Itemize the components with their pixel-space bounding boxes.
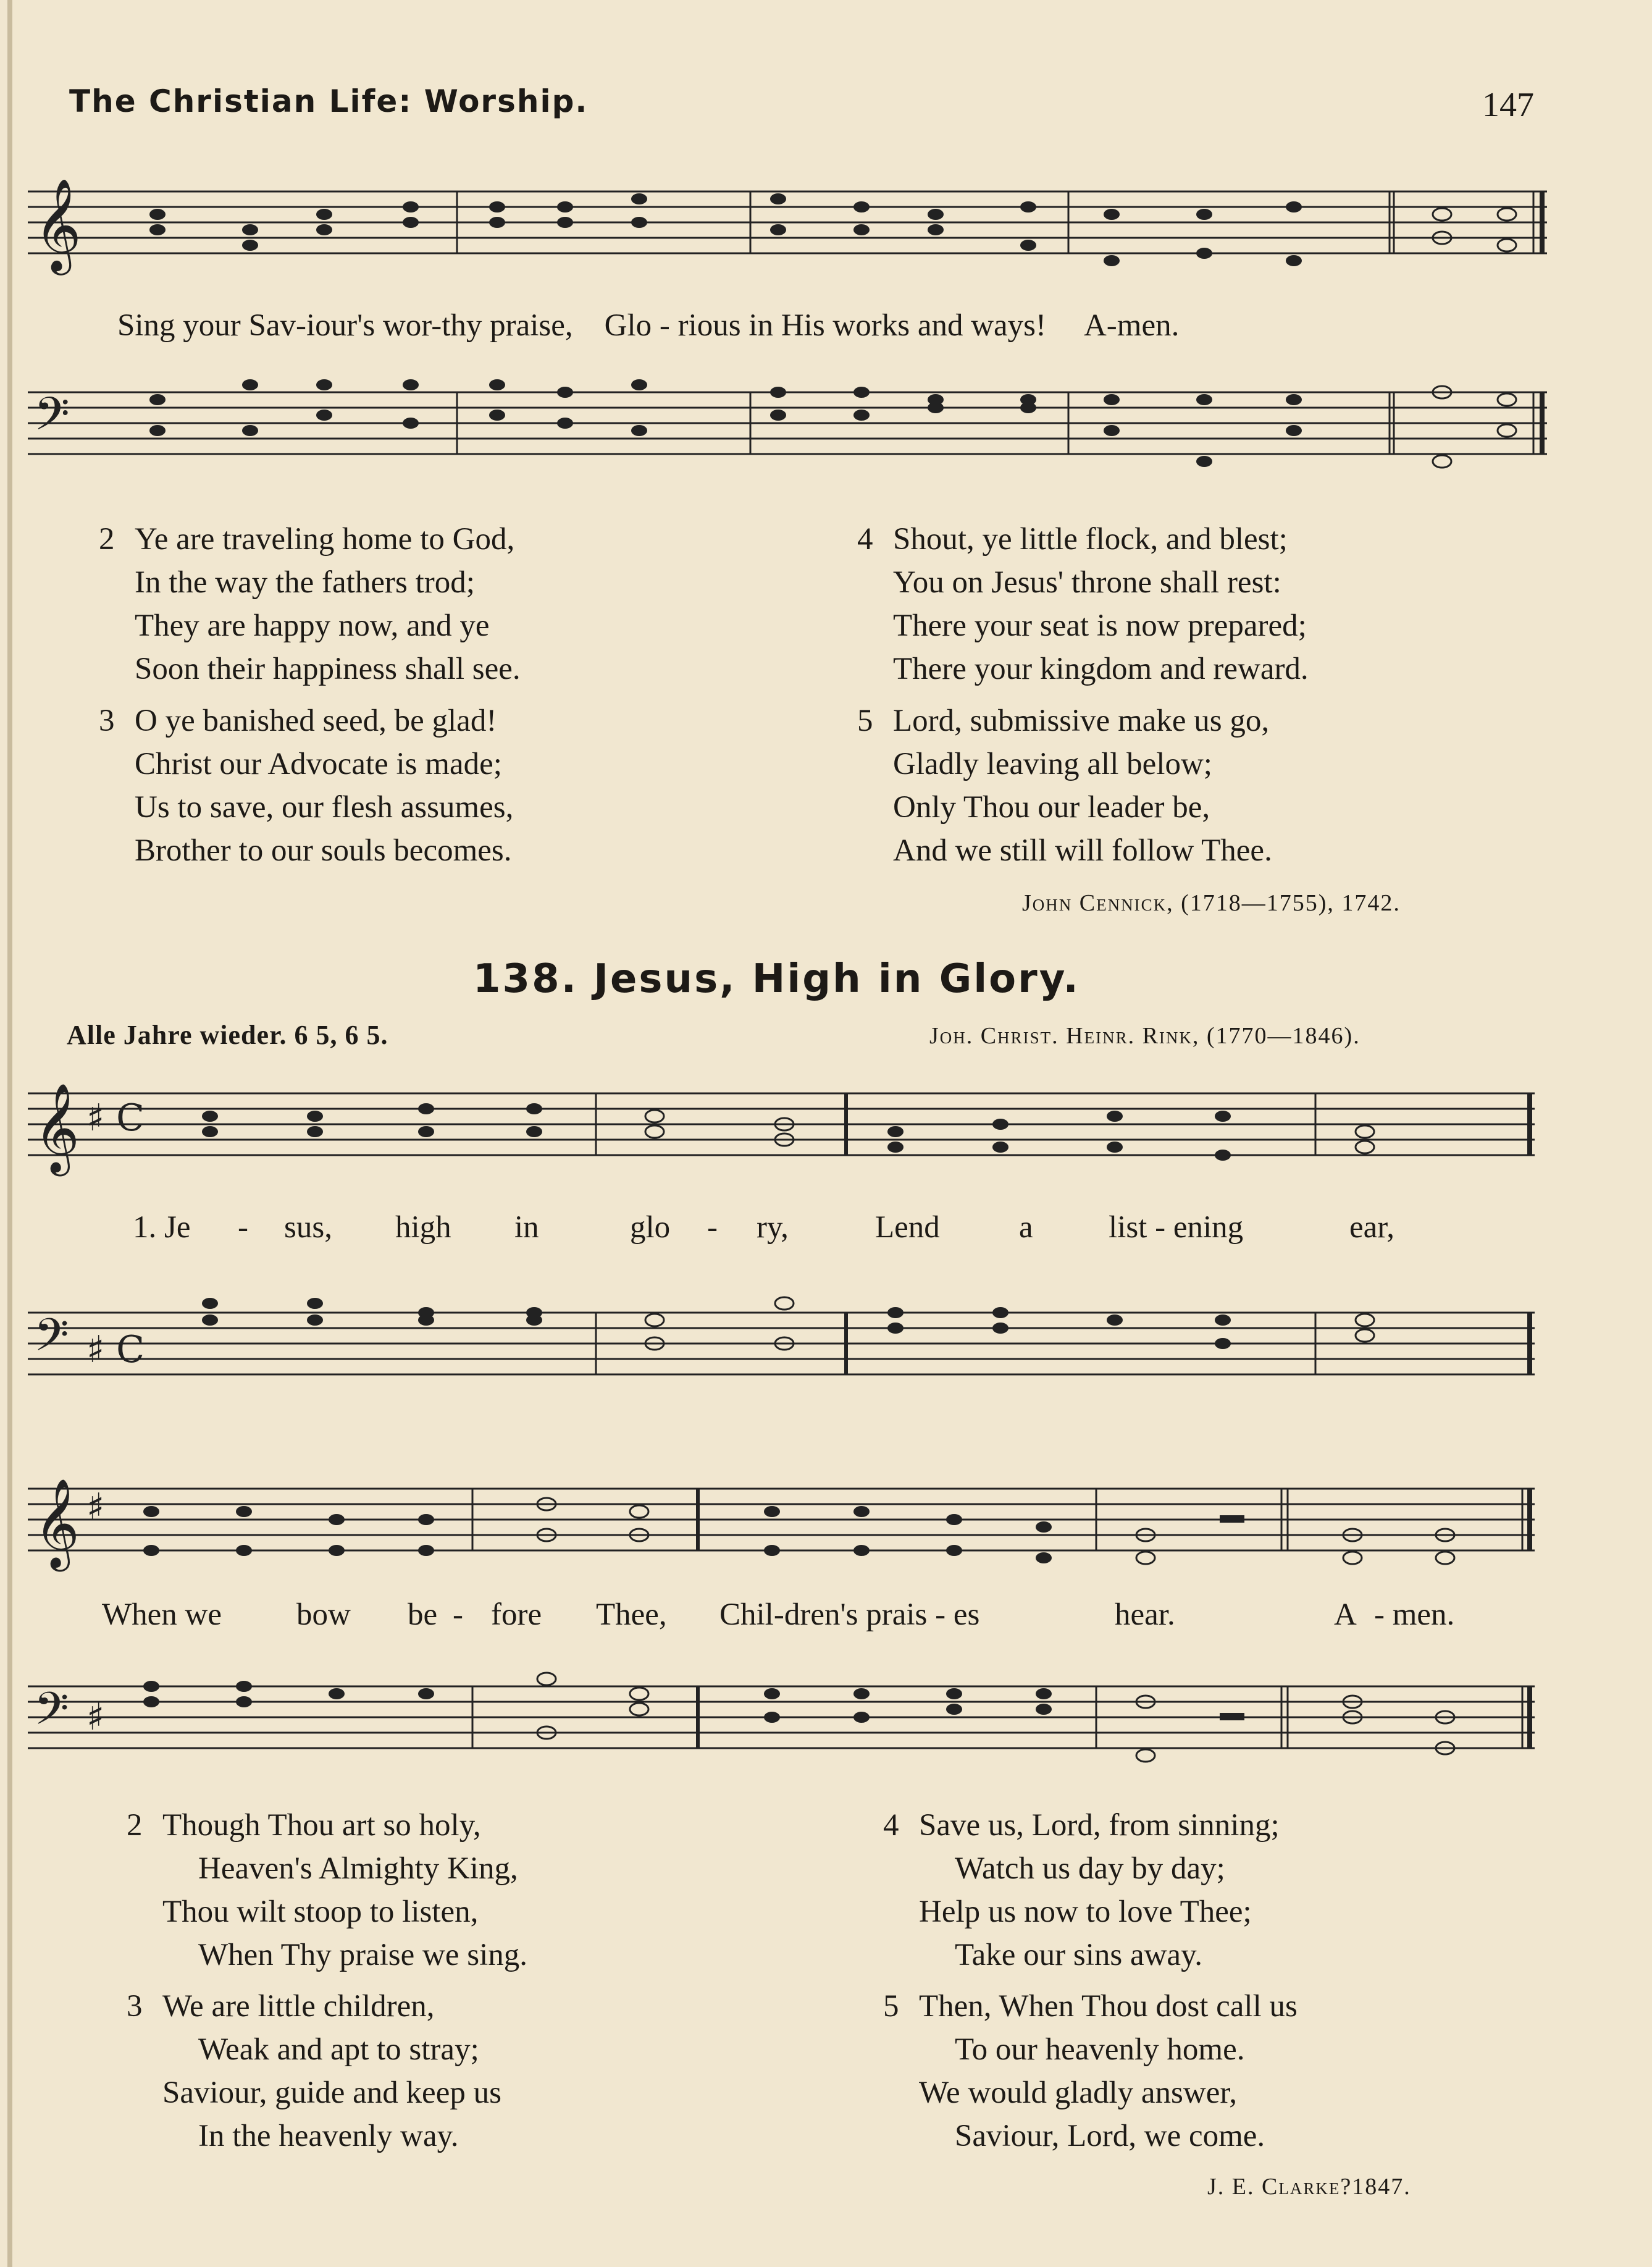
verse-137-4: 4 Shout, ye little flock, and blest; You on Jesus' throne shall rest: There your seat is now prepared; There your kingdom and reward. [857,522,1309,686]
svg-text:𝄢: 𝄢 [34,387,70,452]
svg-text:♯ C: ♯ C [86,1328,145,1371]
section-title: The Christian Life: Worship. [69,83,589,119]
author-credit-138: J. E. Clarke?1847. [1207,2174,1411,2200]
author-credit-137: John Cennick, (1718—1755), 1742. [1022,890,1401,916]
svg-text:𝄞: 𝄞 [34,1478,80,1568]
svg-text:♯ C: ♯ C [86,1096,145,1140]
bass-staff-138-2 [28,1680,1535,1767]
bass-staff-137 [28,389,1547,476]
verse-137-2: 2 Ye are traveling home to God, In the way the fathers trod; They are happy now, and ye Soon their happiness shall see. [99,522,521,686]
tune-name-138: Alle Jahre wieder. 6 5, 6 5. [67,1020,388,1050]
note-heads-bass-138-1 [202,1298,1231,1349]
note-heads-treble-138-1 [202,1103,1231,1161]
verse-138-2: 2 Though Thou art so holy, Heaven's Almighty King, Thou wilt stoop to listen, When Thy praise we sing. [127,1808,528,1972]
svg-text:𝄞: 𝄞 [34,1083,80,1172]
note-heads-treble-137 [149,193,1302,266]
page-number: 147 [1482,86,1534,124]
page-margin-rule [7,0,12,2267]
hymn-title-138: 138. Jesus, High in Glory. [473,956,1080,1002]
svg-text:♯: ♯ [86,1696,105,1739]
treble-staff-138-2 [28,1478,1535,1569]
verse-138-5: 5 Then, When Thou dost call us To our heavenly home. We would gladly answer, Saviour, Lord, we come. [883,1989,1298,2153]
composer-credit-138: Joh. Christ. Heinr. Rink, (1770—1846). [929,1023,1361,1049]
svg-text:♯: ♯ [86,1486,105,1529]
bass-staff-138-1 [28,1306,1535,1393]
lyric-line-137: Sing your Sav-iour's wor-thy praise, Glo - rious in His works and ways! A-men. [117,308,1180,343]
svg-text:𝄞: 𝄞 [34,177,82,271]
treble-staff-138-1 [28,1083,1535,1174]
treble-staff-137 [28,177,1547,271]
svg-text:𝄢: 𝄢 [34,1682,69,1746]
verse-138-3: 3 We are little children, Weak and apt to stray; Saviour, guide and keep us In the heavenly way. [127,1989,501,2153]
svg-text:𝄢: 𝄢 [34,1308,69,1372]
verse-137-3: 3 O ye banished seed, be glad! Christ our Advocate is made; Us to save, our flesh assumes, Brother to our souls becomes. [99,704,514,868]
verse-138-4: 4 Save us, Lord, from sinning; Watch us day by day; Help us now to love Thee; Take our sins away. [883,1808,1280,1972]
verse-137-5: 5 Lord, submissive make us go, Gladly leaving all below; Only Thou our leader be, And we still will follow Thee. [857,704,1272,868]
